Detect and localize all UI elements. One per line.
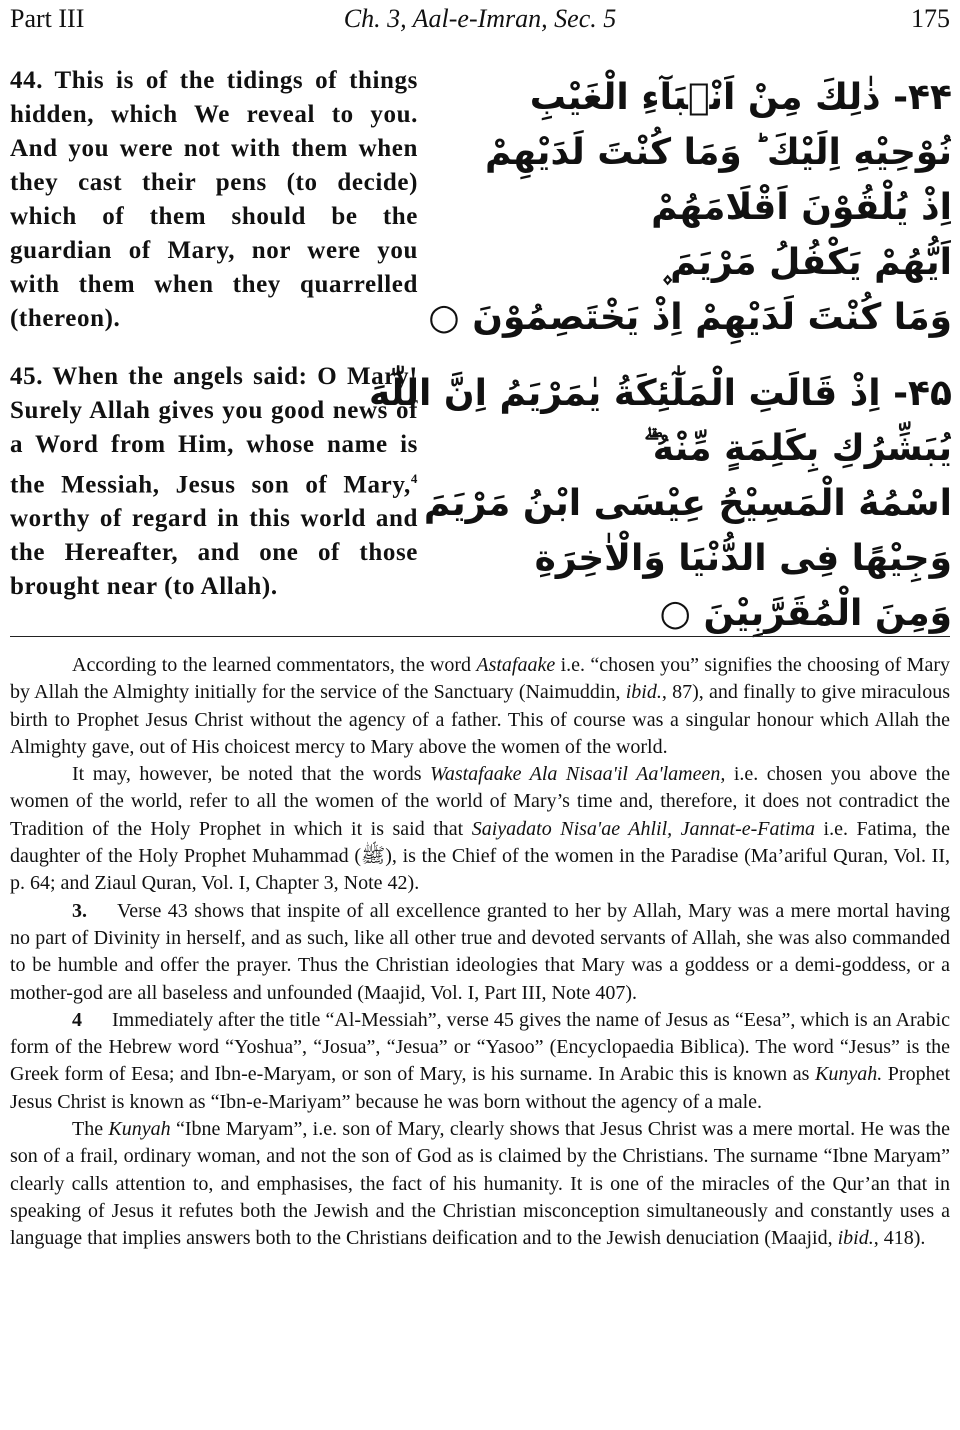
text: According to the learned commentators, the word (72, 654, 477, 676)
note-number: 4 (72, 1008, 82, 1031)
text: Verse 43 shows that inspite of all excellence granted to her by Allah, Mary was a mere mortal having no part of Divinity in herself, and as such, like all other true and devoted servants of Allah, she was also commanded to be humble and offer the prayer. Thus the Christian ideologies that Mary was a goddess or a demi-goddess, or a mother-god are all baseless and unfounded (Maajid, Vol. I, Part III, Note 407). (10, 899, 950, 1004)
note-paragraph (10, 761, 950, 897)
arabic-line: يُبَشِّرُكِ بِكَلِمَةٍ مِّنْهُ ۖۗ (643, 428, 952, 469)
verse-45-text-b: worthy of regard in this world and the Hereafter, and one of those brought near (to Allah). (10, 505, 418, 601)
arabic-line: اِذْ يُلْقُوْنَ اَقْلَامَهُمْ (651, 187, 952, 228)
note-paragraph (10, 652, 950, 761)
verse-45-text-a: 45. When the angels said: O Mary! Surely Allah gives you good news of a Word from Him, whose name is the Messiah, Jesus son of Mary, (10, 363, 418, 499)
text: , 418). (873, 1227, 926, 1250)
italic-term: Astafaake (476, 654, 556, 676)
chapter-title: Ch. 3, Aal-e-Imran, Sec. 5 (343, 4, 617, 33)
text: “Ibne Maryam”, i.e. son of Mary, clearly shows that Jesus Christ was a mere mortal. He was the son of a frail, ordinary woman, and not the son of God as is claimed by the Christians. The surname “Ibne Maryam” clearly calls attention to, and emphasises, the fact of his humanity. It is one of the miracles of the Qur’an that in speaking of Jesus it refutes both the Jewish and the Christian misconception simultaneously and constantly uses a language that implies answers both to the Christians deification and to the Jewish denuciation (Maajid, (10, 1118, 950, 1250)
arabic-line: ۴۵- اِذْ قَالَتِ الْمَلٰٓئِكَةُ يٰمَرْيَمُ اِنَّ اللّٰهَ (368, 373, 952, 414)
text: i.e. “chosen you” signifies the choosing of Mary by Allah the Almighty initially for the service of the Sanctuary (Naimuddin, (10, 654, 950, 704)
verse-44-english: 44. This is of the tidings of things hidden, which We reveal to you. And you were not with them when they cast their pens (to decide) which of them should be the guardian of Mary, nor were you with them when they quarrelled (thereon). (10, 67, 418, 332)
text: i.e. Fatima, the daughter of the Holy Prophet Muhammad (ﷺ), is the Chief of the women in the Paradise (Ma’ariful Quran, Vol. II, p. 64; and Ziaul Quran, Vol. I, Chapter 3, Note 42). (10, 817, 951, 895)
note-paragraph (10, 1116, 950, 1252)
verse-45-arabic (368, 366, 952, 641)
text: Prophet Jesus Christ is known as “Ibn-e-Mariyam” because he was born without the agency of a male. (10, 1063, 951, 1113)
text: , 87), and finally to give miraculous birth to Prophet Jesus Christ without the agency of a father. This of course was a singular honour which Allah the Almighty gave, out of His choicest mercy to Mary above the women of the world. (10, 681, 950, 758)
section-divider (10, 636, 950, 637)
verse-45-english (10, 360, 418, 604)
italic-term: ibid. (625, 681, 662, 704)
note-3 (10, 898, 950, 1007)
italic-term: Wastafaake Ala Nisaa'il Aa'lameen, (430, 763, 726, 786)
arabic-line: وَجِيْهًا فِى الدُّنْيَا وَالْاٰخِرَةِ (534, 538, 952, 579)
arabic-line: ۴۴- ذٰلِكَ مِنْ اَنْۢبَآءِ الْغَيْبِ (529, 77, 952, 118)
page-number: 175 (911, 4, 950, 33)
arabic-line: نُوْحِيْهِ اِلَيْكَ ؕ وَمَا كُنْتَ لَدَيْهِمْ (484, 132, 952, 173)
text: It may, however, be noted that the words (72, 763, 431, 786)
note-number: 3. (72, 899, 87, 922)
arabic-line: اَيُّهُمْ يَكْفُلُ مَرْيَمَ ۪ (661, 242, 952, 283)
italic-term: Kunyah (108, 1118, 171, 1141)
note-4 (10, 1007, 950, 1116)
text: Immediately after the title “Al-Messiah”, verse 45 gives the name of Jesus as “Eesa”, which is an Arabic form of the Hebrew word “Yoshua”, “Josua”, “Jesua” or “Yasoo” (Encyclopaedia Biblica). The word “Jesus” is the Greek form of Eesa; and Ibn-e-Maryam, or son of Mary, is his surname. In Arabic this is known as (10, 1008, 950, 1086)
page-header (10, 4, 950, 34)
footnote-marker: 4 (410, 471, 418, 486)
arabic-line: وَمَا كُنْتَ لَدَيْهِمْ اِذْ يَخْتَصِمُوْنَ ○ (428, 297, 952, 338)
italic-term: ibid. (837, 1227, 874, 1250)
italic-term: Saiyadato Nisa'ae Ahlil, Jannat-e-Fatima (471, 817, 816, 840)
verse-44-arabic (428, 70, 952, 345)
part-label: Part III (10, 4, 85, 33)
text: The (72, 1118, 109, 1141)
text: i.e. chosen you above the women of the world, refer to all the women of the world of Mary’s time and, therefore, it does not contradict the Tradition of the Holy Prophet in which it is said that (10, 763, 951, 840)
arabic-line: اسْمُهُ الْمَسِيْحُ عِيْسَى ابْنُ مَرْيَمَ (423, 483, 952, 524)
arabic-line: وَمِنَ الْمُقَرَّبِيْنَ ○ (659, 593, 952, 634)
italic-term: Kunyah. (815, 1063, 883, 1086)
commentary-notes (10, 652, 950, 1253)
